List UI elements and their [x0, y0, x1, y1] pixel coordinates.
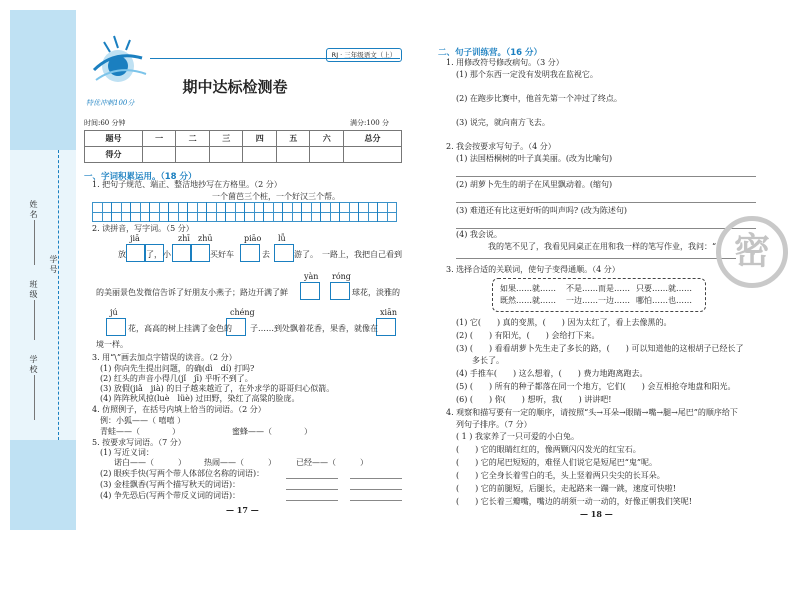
q2-line4: 境一样。 [96, 340, 128, 349]
secret-seal: 密 [716, 216, 788, 288]
answer-line[interactable] [350, 500, 402, 501]
answer-cell[interactable] [172, 244, 192, 262]
r-q4-item-2[interactable]: ( ) 它的眼睛红红的，像两颗闪闪发光的红宝石。 [456, 445, 641, 454]
r-q1-prompt: 1. 用修改符号修改病句。（3 分） [446, 58, 564, 67]
q2-text-7: 一路上，我把自己看到 [322, 250, 402, 259]
answer-cell[interactable] [126, 244, 146, 262]
q2-text-6: 游了。 [294, 250, 318, 259]
class-line[interactable] [34, 300, 35, 340]
copy-grid-cell[interactable] [244, 202, 264, 222]
q2-text-5: 去 [262, 250, 270, 259]
q2-text-1: 放 [118, 250, 126, 259]
score-cell[interactable] [276, 147, 310, 163]
q4-item-2[interactable]: 蜜蜂——（ ） [232, 427, 312, 436]
full-score: 满分:100 分 [350, 119, 389, 127]
r-q3-item-6: (6) ( ) 你( ) 想听，我( ) 讲讲吧! [456, 395, 612, 404]
copy-grid-cell[interactable] [92, 202, 112, 222]
section-2-title: 二、句子训练营。（16 分） [438, 48, 543, 58]
score-cell[interactable] [142, 147, 176, 163]
time-limit: 时间:60 分钟 [84, 119, 126, 127]
copy-grid-cell[interactable] [187, 202, 207, 222]
number-label: 学号 [49, 255, 58, 275]
score-col-label: 题号 [85, 131, 143, 147]
q2-line3-a: 花，高高的树上挂满了金色的 [128, 324, 232, 333]
q5-1-item-3[interactable]: 已经——（ ） [296, 458, 368, 467]
answer-line[interactable] [456, 258, 736, 259]
r-q4-item-5[interactable]: ( ) 它的前腿短，后腿长，走起路来一蹦一跳，速度可快啦! [456, 484, 676, 493]
q3-item-3: (3) 放假(jiǎ jià) 的日子越来越近了，在外求学的哥哥归心似箭。 [100, 384, 335, 393]
r-q3-item-1: (1) 它( ) 真的变黑，( ) 因为太红了，看上去像黑的。 [456, 318, 672, 327]
name-line[interactable] [34, 220, 35, 265]
section-1-title: 一、字词积累运用。（18 分） [84, 172, 197, 182]
q2-text-3: 小 [163, 250, 171, 259]
score-row-label: 得分 [85, 147, 143, 163]
answer-cell[interactable] [274, 244, 294, 262]
score-cell[interactable] [209, 147, 243, 163]
r-q2-prompt: 2. 我会按要求写句子。（4 分） [446, 142, 556, 151]
class-label: 班级 [29, 280, 38, 300]
r-q4-item-4[interactable]: ( ) 它全身长着雪白的毛，头上竖着两只尖尖的长耳朵。 [456, 471, 665, 480]
sun-logo-icon [84, 30, 154, 98]
conj-5: 一边……一边…… [566, 296, 630, 305]
name-label: 姓名 [29, 200, 38, 220]
conj-2: 不是……而是…… [566, 284, 630, 293]
r-q4-prompt: 4. 观察和描写要有一定的顺序，请按照“头→耳朵→眼睛→嘴→腿→尾巴”的顺序给下 [446, 408, 738, 417]
answer-cell[interactable] [240, 244, 260, 262]
score-cell[interactable] [176, 147, 210, 163]
answer-cell[interactable] [330, 282, 350, 300]
q4-prompt: 4. 仿照例子，在括号内填上恰当的词语。（2 分） [92, 405, 266, 414]
r-q2-item-3: (3) 难道还有比这更好听的叫声吗? (改为陈述句) [456, 206, 627, 215]
q5-4: (4) 争先恐后(写两个带反义词的词语)： [100, 491, 241, 500]
slogan: 特优冲刺100分 [86, 99, 135, 107]
school-label: 学校 [29, 355, 38, 375]
answer-line[interactable] [456, 228, 756, 229]
answer-line[interactable] [350, 489, 402, 490]
pinyin-jia: jiā [130, 234, 140, 243]
r-q2-item-2: (2) 胡萝卜先生的胡子在风里飘动着。(缩句) [456, 180, 613, 189]
r-q3-prompt: 3. 选择合适的关联词，使句子变得通顺。（4 分） [446, 265, 620, 274]
r-q3-item-3b: 多长了。 [472, 356, 504, 365]
answer-line[interactable] [286, 478, 338, 479]
pinyin-cheng: chéng [230, 308, 255, 317]
q2-line2-a: 的美丽景色发微信告诉了好朋友小燕子；路边开满了鲜 [96, 288, 288, 297]
cut-line [58, 150, 59, 440]
binding-strip-band [10, 150, 76, 440]
score-col-5: 五 [276, 131, 310, 147]
score-cell[interactable] [344, 147, 402, 163]
copy-grid-cell[interactable] [377, 202, 397, 222]
score-col-total: 总分 [344, 131, 402, 147]
page-number-left: — 17 — [226, 505, 259, 515]
q3-item-2: (2) 红头的声音小得几(jǐ jī) 乎听不到了。 [100, 374, 253, 383]
answer-line[interactable] [350, 478, 402, 479]
copy-grid-cell[interactable] [339, 202, 359, 222]
pinyin-zhi: zhī [178, 234, 190, 243]
q5-2: (2) 眼疾手快(写两个带人体部位名称的词语)： [100, 469, 265, 478]
r-q3-item-5: (5) ( ) 所有的种子都落在同一个地方，它们( ) 会互相抢夺地盘和阳光。 [456, 382, 736, 391]
score-cell[interactable] [310, 147, 344, 163]
copy-grid-cell[interactable] [206, 202, 226, 222]
r-q4-item-6[interactable]: ( ) 它长着三瓣嘴，嘴边的胡须一动一动的，好像正朝我们笑呢! [456, 497, 692, 506]
copy-grid-cell[interactable] [111, 202, 131, 222]
answer-line[interactable] [286, 500, 338, 501]
score-table-score-row [85, 147, 402, 163]
q5-3: (3) 金桂飘香(写两个描写秋天的词语)： [100, 480, 241, 489]
copy-grid-cell[interactable] [320, 202, 340, 222]
score-col-1: 一 [142, 131, 176, 147]
grade-badge: RJ · 三年级语文（上） [326, 48, 402, 62]
q1-sentence: 一个菌芭三个桩，一个好汉三个帮。 [212, 192, 340, 201]
q4-example: 例：小狐——（ 嘻嘻 ） [100, 416, 186, 425]
copy-grid-cell[interactable] [358, 202, 378, 222]
score-col-2: 二 [176, 131, 210, 147]
copy-grid-cell[interactable] [149, 202, 169, 222]
q3-item-4: (4) 阵阵秋风掠(luè lüè) 过田野，染红了高粱的脸庞。 [100, 394, 300, 403]
page-number-right: — 18 — [580, 509, 613, 519]
r-q1-item-1: (1) 那个东西一定没有发明我在监视它。 [456, 70, 598, 79]
r-q4-item-3[interactable]: ( ) 它的尾巴短短的，难怪人们说它是短尾巴“鬼”呢。 [456, 458, 657, 467]
pinyin-xian: xiān [380, 308, 397, 317]
score-col-3: 三 [209, 131, 243, 147]
copy-grid-cell[interactable] [301, 202, 321, 222]
pinyin-zhu: zhū [198, 234, 213, 243]
q3-prompt: 3. 用“\”画去加点字错误的读音。（2 分） [92, 353, 237, 362]
score-table [84, 130, 402, 163]
q4-item-1[interactable]: 青蛙——（ ） [100, 427, 180, 436]
q5-1-label: (1) 写近义词： [100, 448, 154, 457]
q3-item-1: (1) 你向先生提出问题，的确(dì dí) 打吗? [100, 364, 255, 373]
pinyin-ju: jú [110, 308, 118, 317]
answer-line[interactable] [456, 176, 756, 177]
pinyin-rong: róng [332, 272, 351, 281]
conj-1: 如果……就…… [500, 284, 556, 293]
copy-grid-cell[interactable] [168, 202, 188, 222]
q5-prompt: 5. 按要求写词语。（7 分） [92, 438, 186, 447]
conj-3: 只要……就…… [636, 284, 692, 293]
score-table-header-row [85, 131, 402, 147]
q2-text-2: 了， [146, 250, 162, 259]
q2-text-4: 买好车 [210, 250, 234, 259]
copy-grid-cell[interactable] [263, 202, 283, 222]
r-q3-item-4: (4) 手推车( ) 这么想着，( ) 费力地跑离跑去。 [456, 369, 648, 378]
r-q3-item-2: (2) ( ) 有阳光，( ) 会给打下来。 [456, 331, 600, 340]
conj-4: 既然……就…… [500, 296, 556, 305]
score-col-6: 六 [310, 131, 344, 147]
r-q1-item-2: (2) 在跑步比赛中，他首先第一个冲过了终点。 [456, 94, 622, 103]
answer-line[interactable] [286, 489, 338, 490]
r-q3-item-3: (3) ( ) 看看胡萝卜先生走了多长的路，( ) 可以知道他的这根胡子已经长了 [456, 344, 744, 353]
pinyin-piao: piāo [244, 234, 262, 243]
q2-line3-b: 子……到处飘着花香，果香，就像在 [250, 324, 378, 333]
answer-cell[interactable] [376, 318, 396, 336]
exam-title: 期中达标检测卷 [182, 78, 288, 96]
r-q1-item-3: (3) 说完，就向南方飞去。 [456, 118, 550, 127]
pinyin-lv: lǚ [278, 234, 286, 243]
q5-1-item-1[interactable]: 诺白——（ ） [114, 458, 186, 467]
score-cell[interactable] [243, 147, 277, 163]
r-q2-item-1: (1) 法国梧桐树的叶子真美丽。(改为比喻句) [456, 154, 613, 163]
q2-prompt: 2. 读拼音，写字词。（5 分） [92, 224, 194, 233]
q2-line2-b: 球花，淡雅的 [352, 288, 400, 297]
copy-grid[interactable] [92, 202, 402, 220]
copy-grid-cell[interactable] [130, 202, 150, 222]
answer-cell[interactable] [300, 282, 320, 300]
q5-1-item-2[interactable]: 热闹——（ ） [204, 458, 276, 467]
score-col-4: 四 [243, 131, 277, 147]
r-q4-prompt-cont: 列句子排序。（7 分） [456, 420, 532, 429]
r-q2-4-line: 我的笔不见了，我看见同桌正在用和我一样的笔写作业，我问：“ [488, 242, 717, 251]
copy-grid-cell[interactable] [282, 202, 302, 222]
answer-cell[interactable] [190, 244, 210, 262]
q1-prompt: 1. 把句子规范、端正、整洁地抄写在方格里。（2 分） [92, 180, 282, 189]
r-q2-item-4: (4) 我会说。 [456, 230, 502, 239]
answer-line[interactable] [456, 202, 756, 203]
pinyin-yan: yàn [304, 272, 319, 281]
school-line[interactable] [34, 375, 35, 420]
copy-grid-cell[interactable] [225, 202, 245, 222]
conj-6: 哪怕……也…… [636, 296, 692, 305]
r-q4-item-1: ( 1 ) 我家养了一只可爱的小白兔。 [456, 432, 579, 441]
answer-cell[interactable] [106, 318, 126, 336]
